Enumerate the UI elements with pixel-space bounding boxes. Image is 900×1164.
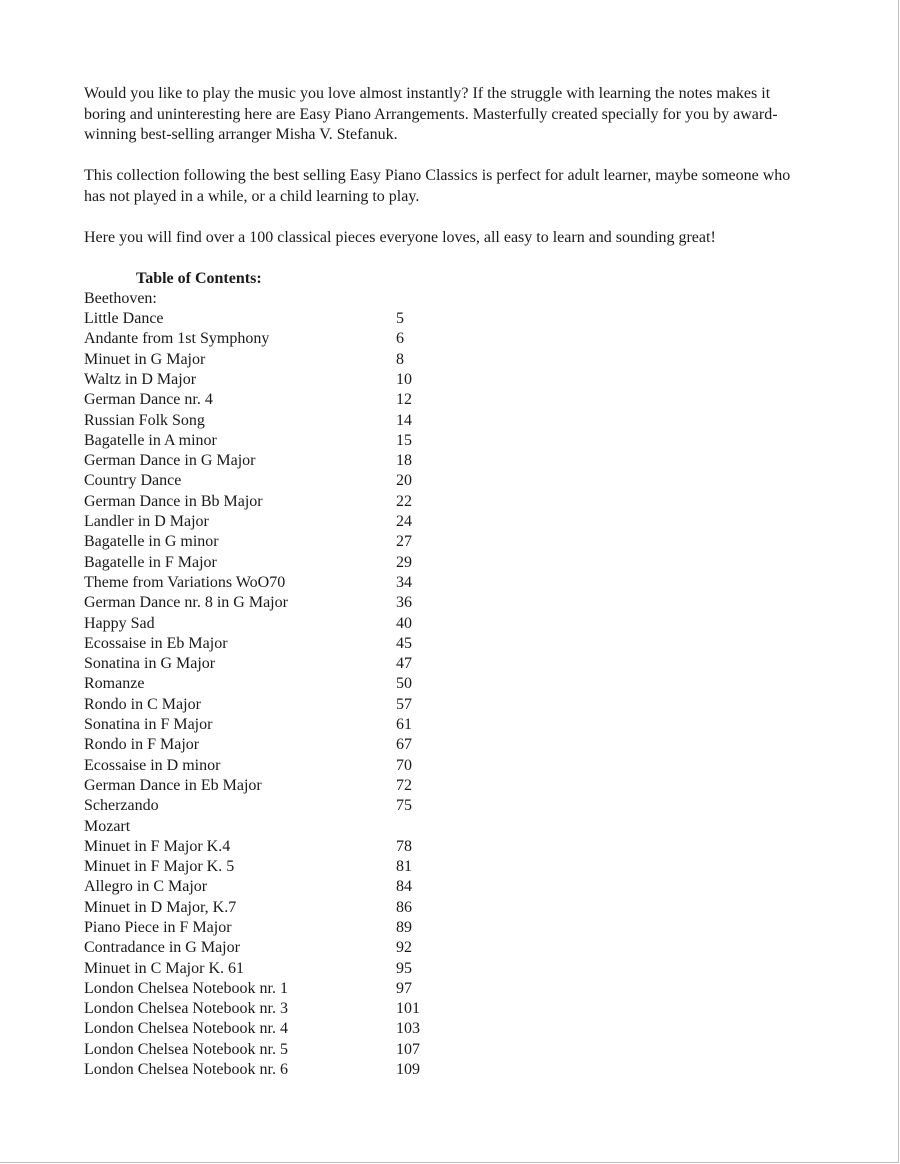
toc-entry-page-number: 95 [396, 959, 412, 977]
toc-entry-page-number: 24 [396, 513, 412, 531]
toc-entry-page-number: 81 [396, 858, 412, 876]
toc-entry [84, 512, 814, 532]
toc-entry [84, 431, 814, 451]
toc-entry-title: Contradance in G Major [84, 939, 240, 957]
toc-list [84, 289, 814, 1081]
intro-paragraph-3: Here you will find over a 100 classical pieces everyone loves, all easy to learn and sounding great! [84, 228, 716, 246]
toc-entry-title: Andante from 1st Symphony [84, 330, 270, 348]
toc-entry [84, 390, 814, 410]
toc-entry-page-number: 15 [396, 431, 412, 449]
toc-entry-page-number: 86 [396, 898, 412, 916]
toc-entry [84, 837, 814, 857]
toc-entry [84, 877, 814, 897]
toc-entry [84, 309, 814, 329]
toc-entry-title: Rondo in F Major [84, 736, 200, 754]
toc-entry [84, 532, 814, 552]
toc-entry [84, 350, 814, 370]
toc-entry-title: German Dance in Eb Major [84, 776, 262, 794]
toc-entry [84, 1040, 814, 1060]
toc-entry [84, 898, 814, 918]
toc-entry-page-number: 12 [396, 391, 412, 409]
toc-entry [84, 370, 814, 390]
toc-entry-page-number: 57 [396, 695, 412, 713]
toc-entry [84, 756, 814, 776]
toc-entry-page-number: 72 [396, 776, 412, 794]
toc-entry-title: Mozart [84, 817, 131, 835]
toc-entry-page-number: 10 [396, 370, 412, 388]
toc-entry-page-number: 5 [396, 310, 404, 328]
toc-entry-page-number: 50 [396, 675, 412, 693]
toc-entry-page-number: 84 [396, 878, 412, 896]
toc-entry [84, 674, 814, 694]
toc-entry-title: Theme from Variations WoO70 [84, 573, 286, 591]
toc-entry-title: Bagatelle in F Major [84, 553, 217, 571]
toc-entry [84, 614, 814, 634]
toc-entry-title: Allegro in C Major [84, 878, 208, 896]
toc-entry [84, 776, 814, 796]
toc-entry-page-number: 101 [396, 1000, 420, 1018]
toc-entry-page-number: 14 [396, 411, 412, 429]
toc-entry-title: Sonatina in G Major [84, 655, 216, 673]
toc-entry [84, 857, 814, 877]
toc-entry-title: Happy Sad [84, 614, 155, 632]
toc-entry [84, 329, 814, 349]
toc-entry [84, 553, 814, 573]
toc-entry-page-number: 34 [396, 573, 412, 591]
toc-entry-title: London Chelsea Notebook nr. 5 [84, 1040, 288, 1058]
toc-entry [84, 735, 814, 755]
toc-entry [84, 492, 814, 512]
toc-entry-page-number: 8 [396, 350, 404, 368]
toc-entry-title: London Chelsea Notebook nr. 1 [84, 979, 288, 997]
toc-entry [84, 654, 814, 674]
toc-section-header [84, 289, 814, 309]
toc-entry-page-number: 61 [396, 716, 412, 734]
toc-entry-page-number: 27 [396, 533, 412, 551]
toc-entry-title: Scherzando [84, 797, 159, 815]
toc-entry-title: Bagatelle in G minor [84, 533, 219, 551]
toc-entry-title: Minuet in D Major, K.7 [84, 898, 237, 916]
toc-entry-title: Romanze [84, 675, 145, 693]
toc-entry-page-number: 18 [396, 452, 412, 470]
toc-entry-title: Ecossaise in D minor [84, 756, 221, 774]
toc-entry [84, 451, 814, 471]
toc-entry [84, 918, 814, 938]
toc-entry [84, 938, 814, 958]
toc-entry-title: Sonatina in F Major [84, 716, 213, 734]
toc-entry-page-number: 20 [396, 472, 412, 490]
toc-entry-title: Minuet in G Major [84, 350, 206, 368]
toc-entry-title: German Dance in G Major [84, 452, 256, 470]
toc-entry [84, 695, 814, 715]
toc-entry-title: Country Dance [84, 472, 182, 490]
toc-entry-title: Ecossaise in Eb Major [84, 634, 228, 652]
toc-entry-title: Bagatelle in A minor [84, 431, 217, 449]
toc-entry-page-number: 92 [396, 939, 412, 957]
toc-entry [84, 593, 814, 613]
toc-entry-title: Little Dance [84, 310, 164, 328]
toc-entry-page-number: 75 [396, 797, 412, 815]
toc-entry-page-number: 36 [396, 594, 412, 612]
toc-entry [84, 959, 814, 979]
toc-entry-title: German Dance nr. 8 in G Major [84, 594, 288, 612]
toc-entry-page-number: 40 [396, 614, 412, 632]
toc-entry-title: Minuet in F Major K. 5 [84, 858, 235, 876]
toc-entry-title: Rondo in C Major [84, 695, 201, 713]
intro-paragraph-1: Would you like to play the music you love almost instantly? If the struggle with learning the notes makes it boring and uninteresting here are Easy Piano Arrangements. Masterfully created specially for you by award-winning best-selling arranger Misha V. Stefanuk. [84, 85, 778, 143]
toc-entry-title: London Chelsea Notebook nr. 3 [84, 1000, 288, 1018]
intro-paragraph-2: This collection following the best selling Easy Piano Classics is perfect for adult learner, maybe someone who has not played in a while, or a child learning to play. [84, 167, 791, 205]
toc-entry [84, 1060, 814, 1080]
toc-entry-page-number: 89 [396, 919, 412, 936]
toc-entry [84, 411, 814, 431]
toc-heading: Table of Contents: [136, 269, 262, 287]
toc-entry [84, 999, 814, 1019]
toc-entry-page-number: 103 [396, 1020, 420, 1038]
toc-entry-title: German Dance nr. 4 [84, 391, 213, 409]
toc-section-header [84, 817, 814, 837]
toc-entry [84, 573, 814, 593]
toc-entry-page-number: 70 [396, 756, 412, 774]
toc-entry [84, 634, 814, 654]
toc-entry-title: Minuet in F Major K.4 [84, 837, 231, 855]
toc-entry [84, 715, 814, 735]
toc-entry-page-number: 78 [396, 837, 412, 855]
toc-entry-title: London Chelsea Notebook nr. 6 [84, 1061, 288, 1079]
toc-entry-page-number: 6 [396, 330, 404, 348]
toc-entry-page-number: 107 [396, 1040, 420, 1058]
toc-entry-page-number: 22 [396, 492, 412, 510]
toc-entry-page-number: 109 [396, 1061, 420, 1079]
page-content [84, 84, 814, 1080]
toc-entry-title: German Dance in Bb Major [84, 492, 263, 510]
toc-entry [84, 979, 814, 999]
toc-entry-title: Piano Piece in F Major [84, 919, 232, 936]
toc-entry-title: Beethoven: [84, 289, 157, 307]
toc-entry-title: Landler in D Major [84, 513, 209, 531]
toc-entry-title: London Chelsea Notebook nr. 4 [84, 1020, 288, 1038]
toc-entry-page-number: 47 [396, 655, 412, 673]
toc-entry-title: Russian Folk Song [84, 411, 205, 429]
toc-entry [84, 1019, 814, 1039]
toc-entry-title: Minuet in C Major K. 61 [84, 959, 244, 977]
toc-entry-page-number: 45 [396, 634, 412, 652]
toc-entry-page-number: 97 [396, 979, 412, 997]
toc-entry-page-number: 67 [396, 736, 412, 754]
toc-entry [84, 471, 814, 491]
toc-entry [84, 796, 814, 816]
toc-entry-title: Waltz in D Major [84, 370, 197, 388]
toc-entry-page-number: 29 [396, 553, 412, 571]
